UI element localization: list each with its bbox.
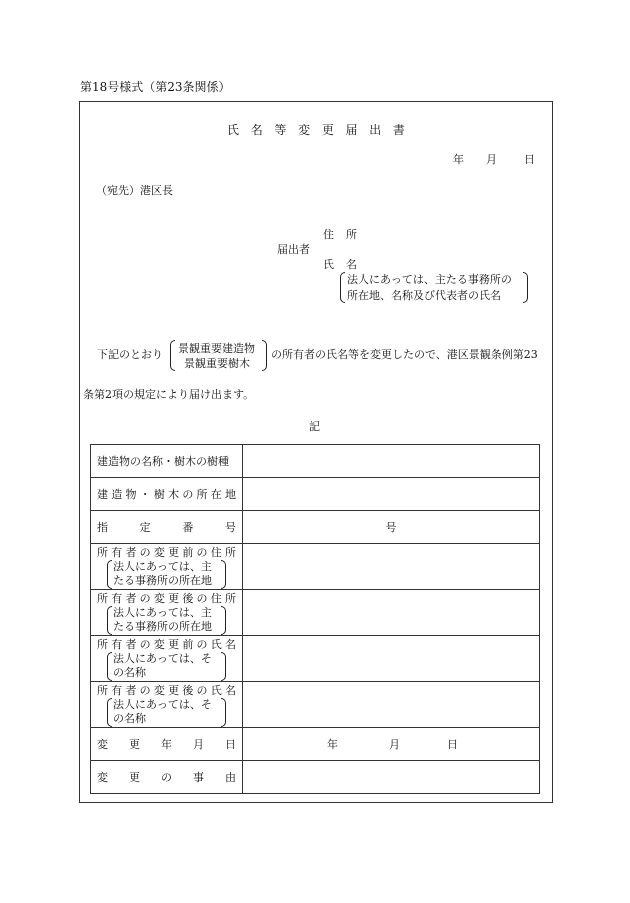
date-day: 日: [524, 153, 535, 166]
row-designation-label: 指 定 番 号: [91, 511, 243, 544]
corp-note-line-1: 法人にあっては、主たる事務所の: [347, 273, 512, 286]
corp-note-bracket-right: [523, 272, 528, 303]
corp-note-line-2: 所在地、名称及び代表者の氏名: [347, 289, 501, 302]
row-owner-address-after-value[interactable]: [243, 590, 540, 636]
statement-prefix: 下記のとおり: [97, 348, 163, 361]
row-owner-address-before-label: 所 有 者 の 変 更 前 の 住 所 法人にあっては、主 たる事務所の所在地: [91, 544, 243, 590]
option-landscape-building: 景観重要建造物: [178, 342, 255, 355]
date-year: 年: [453, 153, 464, 166]
option-bracket-left: [170, 340, 175, 371]
row-change-reason-label: 変 更 の 事 由: [91, 761, 243, 794]
address-label: 住 所: [323, 228, 357, 241]
row-owner-name-before-label: 所 有 者 の 変 更 前 の 氏 名 法人にあっては、そ の名称: [91, 636, 243, 682]
row-change-date-value[interactable]: [243, 728, 540, 761]
row-location-value[interactable]: [243, 478, 540, 511]
designation-unit: 号: [385, 521, 397, 534]
option-bracket-right: [262, 340, 267, 371]
change-date-year: 年: [327, 738, 338, 751]
change-date-month: 月: [389, 738, 400, 751]
row-designation-value[interactable]: [243, 511, 540, 544]
applicant-label: 届出者: [277, 243, 310, 256]
statement-line-2: 条第2項の規定により届け出ます。: [83, 388, 255, 401]
addressee: （宛先）港区長: [96, 184, 173, 197]
row-change-date-label: 変 更 年 月 日: [91, 728, 243, 761]
ki-heading: 記: [309, 420, 320, 433]
row-owner-name-after-value[interactable]: [243, 682, 540, 728]
row-name-species-label: 建造物の名称・樹木の樹種: [91, 445, 243, 478]
row-name-species-value[interactable]: [243, 445, 540, 478]
change-date-day: 日: [447, 738, 458, 751]
row-owner-name-after-label: 所 有 者 の 変 更 後 の 氏 名 法人にあっては、そ の名称: [91, 682, 243, 728]
option-landscape-tree: 景観重要樹木: [184, 357, 250, 370]
form-title: 氏 名 等 変 更 届 出 書: [227, 123, 405, 137]
date-month: 月: [486, 153, 497, 166]
statement-suffix: の所有者の氏名等を変更したので、港区景観条例第23: [271, 348, 538, 361]
row-owner-address-after-label: 所 有 者 の 変 更 後 の 住 所 法人にあっては、主 たる事務所の所在地: [91, 590, 243, 636]
row-change-reason-value[interactable]: [243, 761, 540, 794]
name-label: 氏 名: [323, 258, 357, 271]
row-owner-name-before-value[interactable]: [243, 636, 540, 682]
row-owner-address-before-value[interactable]: [243, 544, 540, 590]
form-number: 第18号様式（第23条関係）: [80, 80, 231, 94]
row-location-label: 建 造 物 ・ 樹 木 の 所 在 地: [91, 478, 243, 511]
corp-note-bracket-left: [340, 272, 345, 303]
details-table: [90, 444, 540, 794]
